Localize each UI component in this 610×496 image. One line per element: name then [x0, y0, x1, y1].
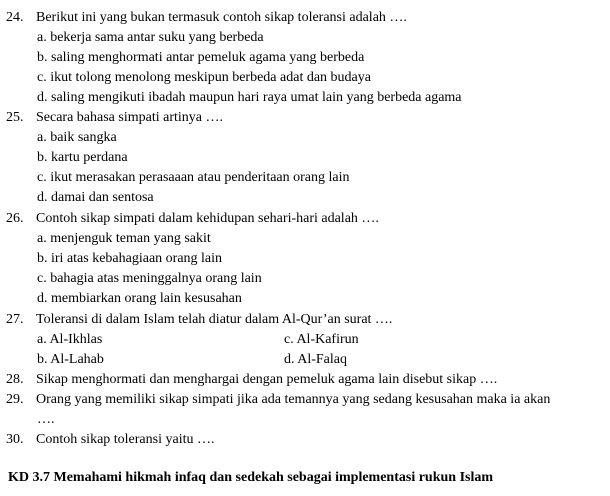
option-a: a. menjenguk teman yang sakit [37, 231, 211, 246]
question-number: 25. [6, 110, 24, 125]
question-25 [6, 108, 223, 128]
question-text: Contoh sikap simpati dalam kehidupan sehari-hari adalah …. [36, 211, 379, 226]
option-d: d. Al-Falaq [284, 352, 347, 367]
question-text: Sikap menghormati dan menghargai dengan pemeluk agama lain disebut sikap …. [36, 372, 498, 387]
question-text: Contoh sikap toleransi yaitu …. [36, 432, 215, 447]
question-text: Toleransi di dalam Islam telah diatur dalam Al-Qur’an surat …. [36, 312, 393, 327]
question-28 [6, 370, 497, 390]
question-number: 29. [6, 392, 24, 407]
option-a: a. bekerja sama antar suku yang berbeda [37, 30, 264, 45]
question-number: 30. [6, 432, 24, 447]
option-c: c. Al-Kafirun [284, 332, 359, 347]
section-heading: KD 3.7 Memahami hikmah infaq dan sedekah sebagai implementasi rukun Islam [8, 470, 494, 485]
question-29 [6, 390, 550, 410]
option-a: a. Al-Ikhlas [37, 332, 103, 347]
option-b: b. kartu perdana [37, 150, 128, 165]
option-b: b. iri atas kebahagiaan orang lain [37, 251, 223, 266]
option-d: d. membiarkan orang lain kesusahan [37, 291, 242, 306]
question-30 [6, 430, 214, 450]
option-d: d. saling mengikuti ibadah maupun hari raya umat lain yang berbeda agama [37, 90, 462, 105]
question-number: 26. [6, 211, 24, 226]
option-c: c. ikut merasakan perasaaan atau penderitaan orang lain [37, 170, 350, 185]
question-24 [6, 8, 407, 28]
option-b: b. Al-Lahab [37, 352, 104, 367]
question-number: 28. [6, 372, 24, 387]
question-number: 24. [6, 10, 24, 25]
question-27 [6, 310, 392, 330]
question-29-continuation: …. [37, 412, 55, 427]
question-text: Berikut ini yang bukan termasuk contoh sikap toleransi adalah …. [36, 10, 407, 25]
question-text: Orang yang memiliki sikap simpati jika ada temannya yang sedang kesusahan maka ia akan [36, 392, 551, 407]
option-d: d. damai dan sentosa [37, 190, 154, 205]
option-c: c. bahagia atas meninggalnya orang lain [37, 271, 262, 286]
question-number: 27. [6, 312, 24, 327]
question-26 [6, 209, 379, 229]
option-b: b. saling menghormati antar pemeluk agama yang berbeda [37, 50, 365, 65]
question-text: Secara bahasa simpati artinya …. [36, 110, 223, 125]
option-c: c. ikut tolong menolong meskipun berbeda adat dan budaya [37, 70, 371, 85]
option-a: a. baik sangka [37, 130, 117, 145]
